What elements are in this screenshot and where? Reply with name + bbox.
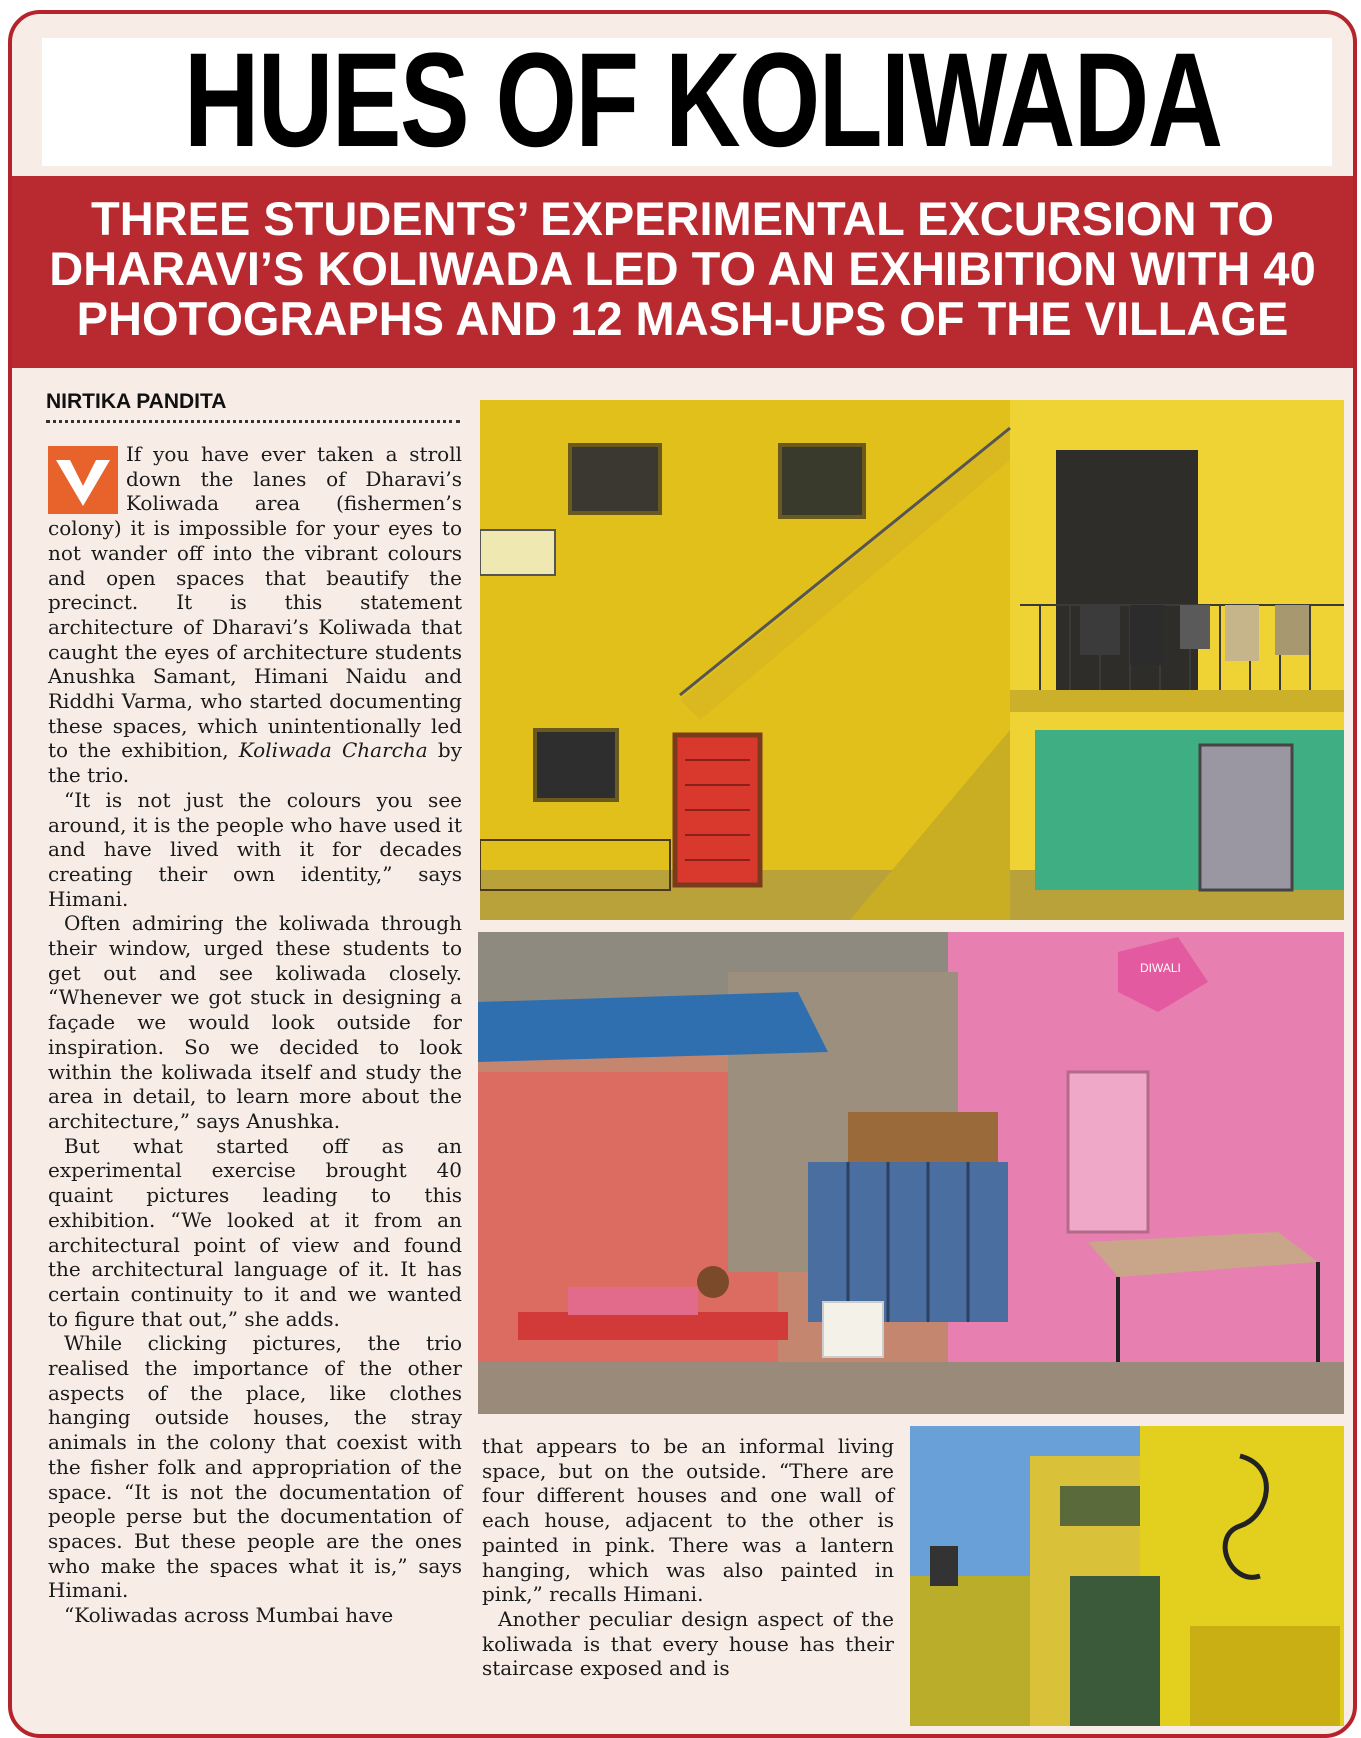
exhibition-title: Koliwada Charcha — [238, 738, 428, 763]
lantern-text: DIWALI — [1140, 961, 1181, 975]
text-column-2 — [482, 1434, 894, 1681]
deck-line-1: THREE STUDENTS’ EXPERIMENTAL EXCURSION TO — [91, 192, 1274, 245]
paragraph-6: “Koliwadas across Mumbai have — [64, 1603, 394, 1628]
article-frame — [8, 10, 1357, 1738]
paragraph-7: that appears to be an informal living space, but on the outside. “There are four different houses and one wall of each house, adjacent to the other is painted in pink. There was a lantern hanging, which was also painted in pink,” recalls Himani. — [482, 1434, 894, 1607]
byline: NIRTIKA PANDITA — [46, 390, 460, 423]
paragraph-2: “It is not just the colours you see around, it is the people who have used it and have lived with it for decades creating their own identity,” says Himani. — [48, 787, 462, 911]
deck-line-3: PHOTOGRAPHS AND 12 MASH-UPS OF THE VILLAGE — [76, 292, 1289, 345]
headline-box — [42, 26, 1332, 175]
paragraph-8: Another peculiar design aspect of the koliwada is that every house has their staircase exposed and is — [482, 1606, 894, 1681]
paragraph-3: Often admiring the koliwada through their window, urged these students to get out and see koliwada closely. “Whenever we got stuck in designing a façade we would look outside for inspiration. So we decided to look within the koliwada itself and study the area in detail, to learn more about the architecture,” says Anushka. — [48, 911, 462, 1133]
pink-walls-courtyard-photo — [478, 932, 1344, 1414]
yellow-lane-buildings-photo — [910, 1426, 1344, 1726]
v-logo-icon — [48, 446, 118, 514]
paragraph-5: While clicking pictures, the trio realised the importance of the other aspects of the place, like clothes hanging outside houses, the stray animals in the colony that coexist with the fisher folk and appropriation of the space. “It is not the documentation of people perse but the documentation of spaces. But these people are the ones who make the spaces what it is,” says Himani. — [48, 1331, 462, 1603]
headline: HUES OF KOLIWADA — [183, 26, 1222, 175]
deck-banner — [12, 176, 1353, 368]
yellow-house-staircase-photo — [480, 400, 1344, 920]
paragraph-4: But what started off as an experimental exercise brought 40 quaint pictures leading to this exhibition. “We looked at it from an architectural point of view and found the architectural language of it. It has certain continuity to it and we wanted to figure that out,” she adds. — [48, 1133, 462, 1331]
paragraph-1: If you have ever taken a stroll down the lanes of Dharavi’s Koliwada area (fishermen’s colony) it is impossible for your eyes to not wander off into the vibrant colours and open spaces that beautify the precinct. It is this statement architecture of Dharavi’s Koliwada that caught the eyes of architecture students Anushka Samant, Himani Naidu and Riddhi Varma, who started documenting these spaces, which unintentionally led to the exhibition, Koliwada Charcha by the trio. — [48, 442, 462, 788]
deck-line-2: DHARAVI’S KOLIWADA LED TO AN EXHIBITION WITH 40 — [49, 242, 1316, 295]
text-column-1 — [48, 442, 462, 1628]
